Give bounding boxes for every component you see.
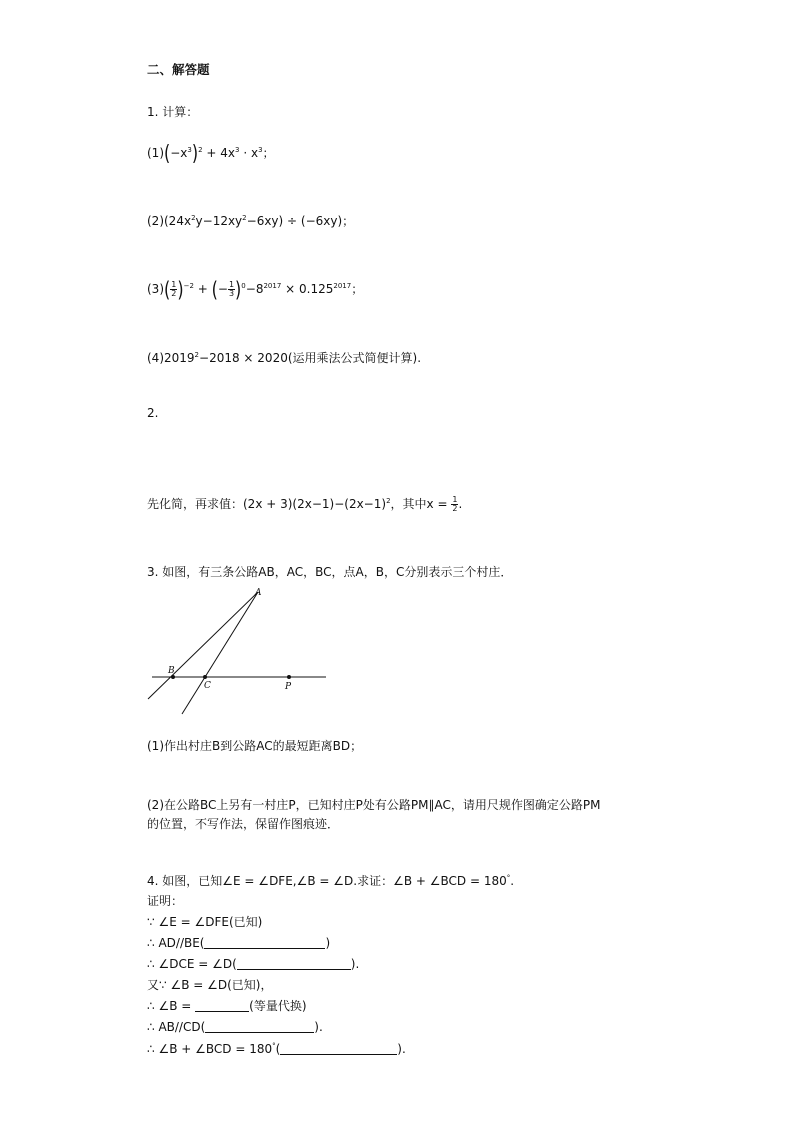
answer-blank[interactable] — [195, 999, 249, 1012]
q1-number: 1. — [147, 105, 159, 119]
q3-figure — [140, 584, 340, 718]
answer-blank[interactable] — [205, 1020, 314, 1033]
q4-line1: ∵ ∠E = ∠DFE(已知) — [147, 915, 263, 929]
road-ac — [182, 592, 258, 714]
fraction-half: $\frac{1}{2}$ — [171, 280, 177, 298]
q4-given: 4. 如图，已知∠E = ∠DFE,∠B = ∠D.求证：∠B + ∠BCD = 180°. — [147, 874, 515, 888]
q4-line5: ∴ ∠B = (等量代换) — [147, 999, 307, 1013]
q3-part1: (1)作出村庄B到公路AC的最短距离BD； — [147, 739, 363, 753]
fraction-half: $\frac{1}{2}$ — [452, 495, 458, 513]
fraction-third: $\frac{1}{3}$ — [228, 280, 235, 298]
q3-text: 3. 如图，有三条公路AB，AC，BC，点A，B，C分别表示三个村庄． — [147, 565, 513, 579]
answer-blank[interactable] — [280, 1042, 397, 1055]
label-c: C — [204, 681, 211, 691]
q4-line4: 又∵ ∠B = ∠D(已知)， — [147, 978, 273, 992]
section-title: 二、解答题 — [147, 62, 210, 77]
q1-intro-text: 计算： — [162, 105, 199, 119]
q4-line7: ∴ ∠B + ∠BCD = 180°( ). — [147, 1042, 406, 1056]
q3-part2-line1: (2)在公路BC上另有一村庄P，已知村庄P处有公路PM∥AC，请用尺规作图确定公路PM — [147, 798, 601, 812]
q2-number: 2. — [147, 406, 159, 420]
q2-text: 先化简，再求值：$(2x + 3)(2x-1)-(2x-1)^2$，其中x = $\frac{1}{2}$ . — [147, 495, 463, 513]
label-b: B — [168, 666, 175, 676]
q4-line3: ∴ ∠DCE = ∠D( ). — [147, 957, 360, 971]
point-p — [287, 675, 291, 679]
q1-part1: $(1)(-x^3)^2 + 4x^3 \cdot x^3$； — [147, 140, 275, 166]
road-ab — [148, 592, 258, 699]
point-c — [203, 675, 207, 679]
label-p: P — [285, 682, 292, 692]
q1-part3: (3)( $\frac{1}{2}$ )$^{-2}$ + (− $\frac{1}{3}$ )$^0-8^{2017} \times 0.125^{2017}$； — [147, 276, 364, 302]
q4-line2: ∴ AD//BE( ) — [147, 936, 331, 950]
q1-intro — [147, 104, 198, 120]
q3-part2-line2: 的位置，不写作法，保留作图痕迹． — [147, 817, 340, 831]
answer-blank[interactable] — [204, 936, 325, 949]
label-a: A — [255, 588, 262, 598]
q1-part2: $(2)(24x^2y-12xy^2-6xy) \div (-6xy)$； — [147, 214, 355, 228]
q4-proof-label: 证明： — [147, 894, 184, 908]
q1-part4: $(4)2019^2-2018 \times 2020$(运用乘法公式简便计算). — [147, 351, 422, 365]
answer-blank[interactable] — [237, 957, 351, 970]
q4-line6: ∴ AB//CD( ). — [147, 1020, 323, 1034]
